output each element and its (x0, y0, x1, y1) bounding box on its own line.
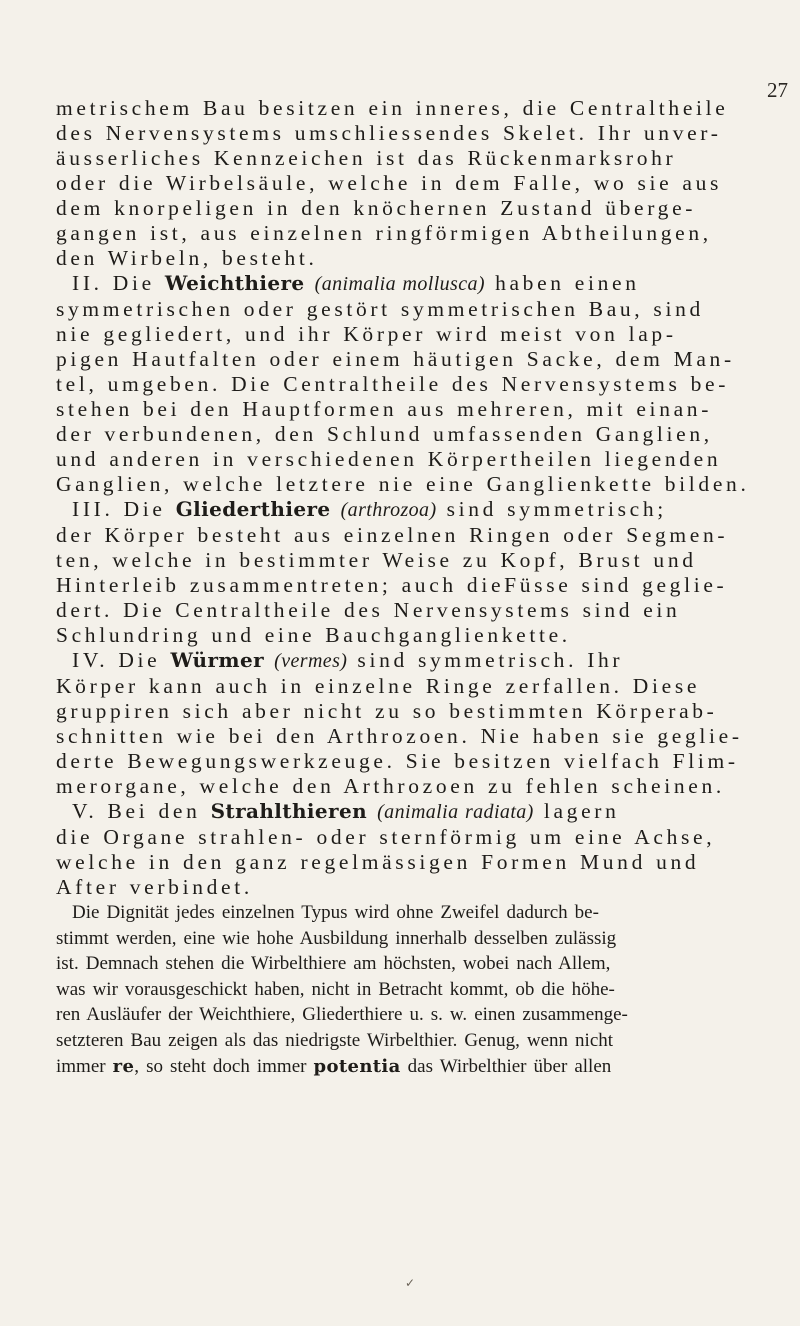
text-line (56, 648, 768, 674)
bold-term: Weichthiere (164, 271, 305, 295)
latin-term: (animalia mollusca) (314, 273, 485, 295)
bold-term: potentia (313, 1055, 401, 1077)
text-run: derte Bewegungswerkzeuge. Sie besitzen vielfach Flim- (56, 749, 739, 773)
text-run: des Nervensystems umschliessendes Skelet. Ihr unver- (56, 121, 722, 145)
text-run: sind symmetrisch; (436, 497, 667, 521)
text-line (56, 322, 768, 347)
text-line (56, 674, 768, 699)
text-run: stimmt werden, eine wie hohe Ausbildung innerhalb desselben zulässig (56, 927, 617, 949)
text-run: und anderen in verschiedenen Körpertheilen liegenden (56, 447, 722, 471)
text-line (56, 724, 768, 749)
text-line (56, 799, 768, 825)
text-line (56, 497, 768, 523)
text-run: After verbindet. (56, 875, 253, 899)
bold-term: Strahlthieren (210, 799, 368, 823)
text-run: was wir vorausgeschickt haben, nicht in Betracht kommt, ob die höhe- (56, 978, 615, 1000)
text-line (56, 598, 768, 623)
text-run: Die Dignität jedes einzelnen Typus wird ohne Zweifel dadurch be- (72, 902, 599, 923)
text-line (56, 825, 768, 850)
text-run: äusserliches Kennzeichen ist das Rückenmarksrohr (56, 146, 677, 170)
text-run: dem knorpeligen in den knöchernen Zustand überge- (56, 196, 697, 220)
latin-term: (arthrozoa) (340, 499, 437, 521)
text-line (56, 548, 768, 573)
text-run: immer (56, 1055, 113, 1077)
text-line (56, 749, 768, 774)
text-line (56, 623, 768, 648)
text-run: gruppiren sich aber nicht zu so bestimmten Körperab- (56, 699, 718, 723)
text-run: gangen ist, aus einzelnen ringförmigen Abtheilungen, (56, 221, 712, 245)
text-line (56, 523, 768, 548)
text-line (56, 146, 768, 171)
text-line (56, 699, 768, 724)
text-run: ren Ausläufer der Weichthiere, Gliederthiere u. s. w. einen zusammenge- (56, 1004, 628, 1026)
text-run: dert. Die Centraltheile des Nervensystems sind ein (56, 598, 681, 622)
text-line (56, 422, 768, 447)
text-line (56, 96, 768, 121)
text-run: oder die Wirbelsäule, welche in dem Falle, wo sie aus (56, 171, 723, 195)
text-run: metrischem Bau besitzen ein inneres, die Centraltheile (56, 96, 729, 120)
bold-term: Gliederthiere (175, 497, 331, 521)
text-run: tel, umgeben. Die Centraltheile des Nervensystems be- (56, 372, 730, 396)
text-run: II. Die (72, 271, 165, 295)
text-run: der verbundenen, den Schlund umfassenden Ganglien, (56, 422, 713, 446)
text-line (56, 121, 768, 146)
text-run: III. Die (72, 497, 176, 521)
text-run: V. Bei den (72, 799, 211, 823)
text-line (56, 774, 768, 799)
latin-term: (vermes) (274, 650, 348, 672)
text-run (367, 799, 377, 823)
text-run: nie gegliedert, und ihr Körper wird meist von lap- (56, 322, 677, 346)
text-line (56, 397, 768, 422)
text-line (56, 221, 768, 246)
text-line (56, 271, 768, 297)
text-run: die Organe strahlen- oder sternförmig um eine Achse, (56, 825, 716, 849)
text-run: stehen bei den Hauptformen aus mehreren, mit einan- (56, 397, 713, 421)
text-line (56, 196, 768, 221)
bold-term: Würmer (170, 648, 265, 672)
text-line (56, 447, 768, 472)
latin-term: (animalia radiata) (377, 801, 534, 823)
text-line (56, 850, 768, 875)
text-line (56, 926, 768, 952)
text-line (56, 171, 768, 196)
text-run (264, 648, 274, 672)
text-line (56, 573, 768, 598)
text-run: setzteren Bau zeigen als das niedrigste Wirbelthier. Genug, wenn nicht (56, 1029, 614, 1051)
body-text (56, 96, 768, 1079)
bold-term: re (112, 1055, 135, 1077)
text-run: Schlundring und eine Bauchganglienkette. (56, 623, 571, 647)
text-run: der Körper besteht aus einzelnen Ringen oder Segmen- (56, 523, 729, 547)
text-run: Hinterleib zusammentreten; auch dieFüsse sind geglie- (56, 573, 728, 597)
text-line (56, 372, 768, 397)
text-line (56, 1028, 768, 1054)
text-line (56, 297, 768, 322)
text-line (56, 977, 768, 1003)
text-line (56, 472, 768, 497)
text-line (56, 246, 768, 271)
text-run: symmetrischen oder gestört symmetrischen Bau, sind (56, 297, 704, 321)
text-run: schnitten wie bei den Arthrozoen. Nie haben sie geglie- (56, 724, 743, 748)
print-mark: ✓ (405, 1276, 416, 1290)
text-line (56, 951, 768, 977)
text-run (305, 271, 315, 295)
text-run: Ganglien, welche letztere nie eine Ganglienkette bilden. (56, 472, 750, 496)
text-run: das Wirbelthier über allen (400, 1055, 612, 1077)
text-line (56, 347, 768, 372)
text-line (56, 900, 768, 926)
text-line (56, 1054, 768, 1080)
text-run: haben einen (484, 271, 640, 295)
text-run: ten, welche in bestimmter Weise zu Kopf, Brust und (56, 548, 697, 572)
text-run: lagern (533, 799, 620, 823)
text-run: den Wirbeln, besteht. (56, 246, 318, 270)
text-run: welche in den ganz regelmässigen Formen Mund und (56, 850, 700, 874)
page-number: 27 (767, 78, 788, 102)
text-run: pigen Hautfalten oder einem häutigen Sacke, dem Man- (56, 347, 735, 371)
text-run: sind symmetrisch. Ihr (347, 648, 624, 672)
text-run: , so steht doch immer (134, 1055, 314, 1077)
text-run: IV. Die (72, 648, 171, 672)
text-line (56, 875, 768, 900)
text-run: merorgane, welche den Arthrozoen zu fehlen scheinen. (56, 774, 725, 798)
text-run (331, 497, 341, 521)
text-run: Körper kann auch in einzelne Ringe zerfallen. Diese (56, 674, 701, 698)
text-line (56, 1002, 768, 1028)
text-run: ist. Demnach stehen die Wirbelthiere am höchsten, wobei nach Allem, (56, 953, 611, 975)
